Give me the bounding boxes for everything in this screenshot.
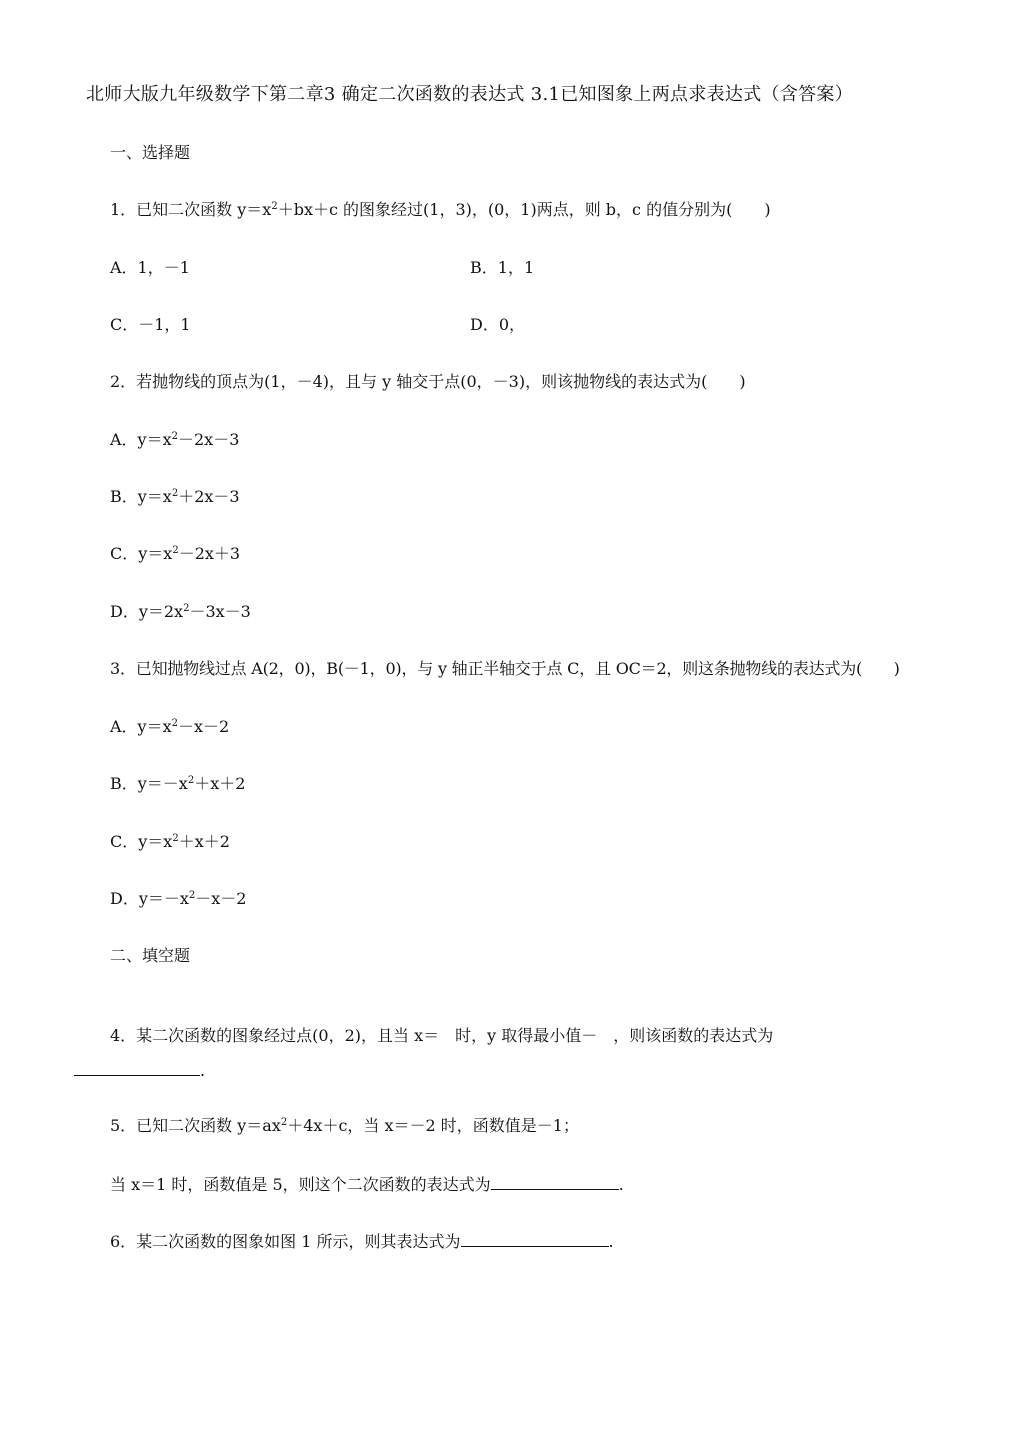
question-5-text-c: 当 x＝1 时，函数值是 5，则这个二次函数的表达式为 (110, 1175, 491, 1194)
document-title: 北师大版九年级数学下第二章3 确定二次函数的表达式 3.1已知图象上两点求表达式（含答案） (86, 84, 854, 105)
exponent: 2 (172, 545, 179, 556)
exponent: 2 (280, 1117, 288, 1128)
exponent: 2 (171, 488, 179, 499)
question-2-option-d (110, 601, 251, 623)
option-text: A．y＝x (110, 717, 172, 736)
sentence-end: . (618, 1175, 624, 1194)
exponent: 2 (271, 201, 278, 212)
option-text: －3x－3 (189, 602, 251, 621)
question-1-option-b: B．1，1 (470, 258, 535, 277)
option-text: C．y＝x (110, 544, 173, 563)
answer-blank[interactable] (491, 1173, 619, 1190)
question-1-text-a: 1．已知二次函数 y＝x (110, 200, 272, 219)
question-2-stem: 2．若抛物线的顶点为(1，－4)，且与 y 轴交于点(0，－3)，则该抛物线的表达式为( ) (110, 372, 746, 391)
option-text: D．y＝2x (110, 602, 184, 621)
question-2-option-b (110, 486, 240, 508)
question-3-stem: 3．已知抛物线过点 A(2，0)，B(－1，0)，与 y 轴正半轴交于点 C，且 OC＝2，则这条抛物线的表达式为( ) (110, 659, 900, 678)
option-text: D．y＝－x (110, 889, 189, 908)
exponent: 2 (171, 718, 178, 729)
question-1-option-d: D．0， (470, 315, 526, 334)
option-text: A．y＝x (110, 430, 172, 449)
question-2-option-a (110, 429, 239, 451)
option-text: －x－2 (178, 717, 230, 736)
section-heading-choice: 一、选择题 (110, 143, 191, 162)
question-3-option-c (110, 831, 230, 853)
answer-blank[interactable] (74, 1059, 200, 1076)
question-3-option-a (110, 716, 229, 738)
sentence-end: . (608, 1232, 614, 1251)
question-5-line-1 (110, 1115, 579, 1137)
question-3-option-d (110, 888, 247, 910)
question-5-line-2 (110, 1173, 624, 1196)
option-text: －x－2 (195, 889, 247, 908)
exponent: 2 (187, 775, 195, 786)
exponent: 2 (172, 833, 179, 844)
question-3-option-b (110, 773, 245, 795)
answer-blank[interactable] (461, 1230, 609, 1247)
question-6-text: 6．某二次函数的图象如图 1 所示，则其表达式为 (110, 1232, 461, 1251)
question-1-text-b: ＋bx＋c 的图象经过(1，3)，(0，1)两点，则 b，c 的值分别为( ) (277, 200, 771, 219)
sentence-end: . (200, 1061, 206, 1080)
exponent: 2 (183, 603, 190, 614)
question-4-stem: 4．某二次函数的图象经过点(0，2)，且当 x＝ 时，y 取得最小值－ ，则该函数的表达式为 (110, 1026, 774, 1045)
question-1-stem (110, 199, 771, 221)
option-text: B．y＝－x (110, 774, 188, 793)
option-text: －2x－3 (178, 430, 240, 449)
option-text: ＋2x－3 (178, 487, 240, 506)
question-4-answer-line (74, 1059, 205, 1082)
question-1-option-a: A．1，－1 (110, 258, 190, 277)
exponent: 2 (188, 890, 196, 901)
exponent: 2 (171, 431, 178, 442)
question-1-option-c: C．－1，1 (110, 315, 191, 334)
question-2-option-c (110, 543, 240, 565)
section-heading-fill-in: 二、填空题 (110, 946, 191, 965)
option-text: C．y＝x (110, 832, 173, 851)
question-5-text-b: ＋4x＋c，当 x＝－2 时，函数值是－1； (287, 1116, 579, 1135)
option-text: ＋x＋2 (194, 774, 246, 793)
option-text: －2x＋3 (178, 544, 241, 563)
option-text: B．y＝x (110, 487, 172, 506)
question-5-text-a: 5．已知二次函数 y＝ax (110, 1116, 281, 1135)
question-6-stem (110, 1230, 614, 1253)
option-text: ＋x＋2 (178, 832, 230, 851)
